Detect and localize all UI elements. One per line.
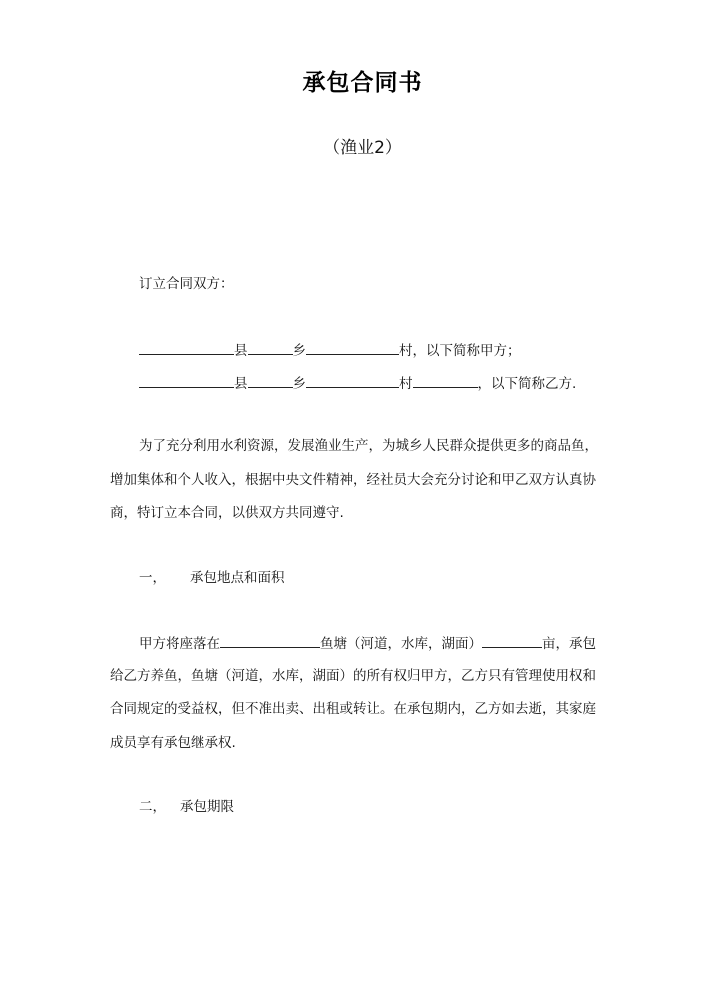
party-b-county-blank — [139, 372, 234, 388]
party-b-village-blank — [306, 372, 399, 388]
section-1-line-3: 合同规定的受益权，但不准出卖、出租或转让。在承包期内，乙方如去逝，其家庭 — [110, 701, 596, 717]
party-a-township-label: 乡 — [292, 343, 306, 359]
preamble-line-1: 为了充分利用水利资源，发展渔业生产，为城乡人民群众提供更多的商品鱼， — [139, 438, 598, 454]
section-1-title: 承包地点和面积 — [190, 570, 285, 586]
party-a-county-blank — [139, 339, 234, 355]
location-blank — [220, 632, 320, 648]
section-1-number: 一， — [139, 570, 166, 586]
parties-intro: 订立合同双方： — [139, 276, 234, 292]
party-a-township-blank — [248, 339, 293, 355]
preamble-line-2: 增加集体和个人收入，根据中央文件精神，经社员大会充分讨论和甲乙双方认真协 — [110, 472, 596, 488]
party-b-suffix: ，以下简称乙方. — [477, 376, 577, 392]
party-b-county-label: 县 — [234, 376, 248, 392]
section-1-text-c: 亩，承包 — [542, 636, 596, 652]
section-1-text-b: 鱼塘（河道，水库，湖面） — [320, 636, 482, 652]
party-b-line — [139, 372, 576, 394]
section-2-title: 承包期限 — [180, 799, 234, 815]
party-b-village-label: 村 — [399, 376, 413, 392]
party-b-township-label: 乡 — [292, 376, 306, 392]
section-2-heading — [139, 797, 234, 817]
party-b-name-blank — [413, 372, 478, 388]
section-1-heading — [139, 568, 285, 588]
party-a-village-blank — [306, 339, 399, 355]
area-blank — [482, 632, 542, 648]
section-1-text-a: 甲方将座落在 — [139, 636, 220, 652]
party-b-township-blank — [248, 372, 293, 388]
party-a-village-label: 村，以下简称甲方； — [399, 343, 521, 359]
party-a-county-label: 县 — [234, 343, 248, 359]
party-a-line — [139, 339, 521, 361]
section-1-line-1 — [139, 632, 596, 654]
document-subtitle: （渔业2） — [323, 138, 402, 158]
preamble-line-3: 商，特订立本合同，以供双方共同遵守. — [110, 505, 344, 521]
section-1-line-4: 成员享有承包继承权. — [110, 735, 236, 751]
section-1-line-2: 给乙方养鱼，鱼塘（河道，水库，湖面）的所有权归甲方，乙方只有管理使用权和 — [110, 668, 596, 684]
section-2-number: 二， — [139, 799, 166, 815]
document-title: 承包合同书 — [302, 70, 423, 96]
